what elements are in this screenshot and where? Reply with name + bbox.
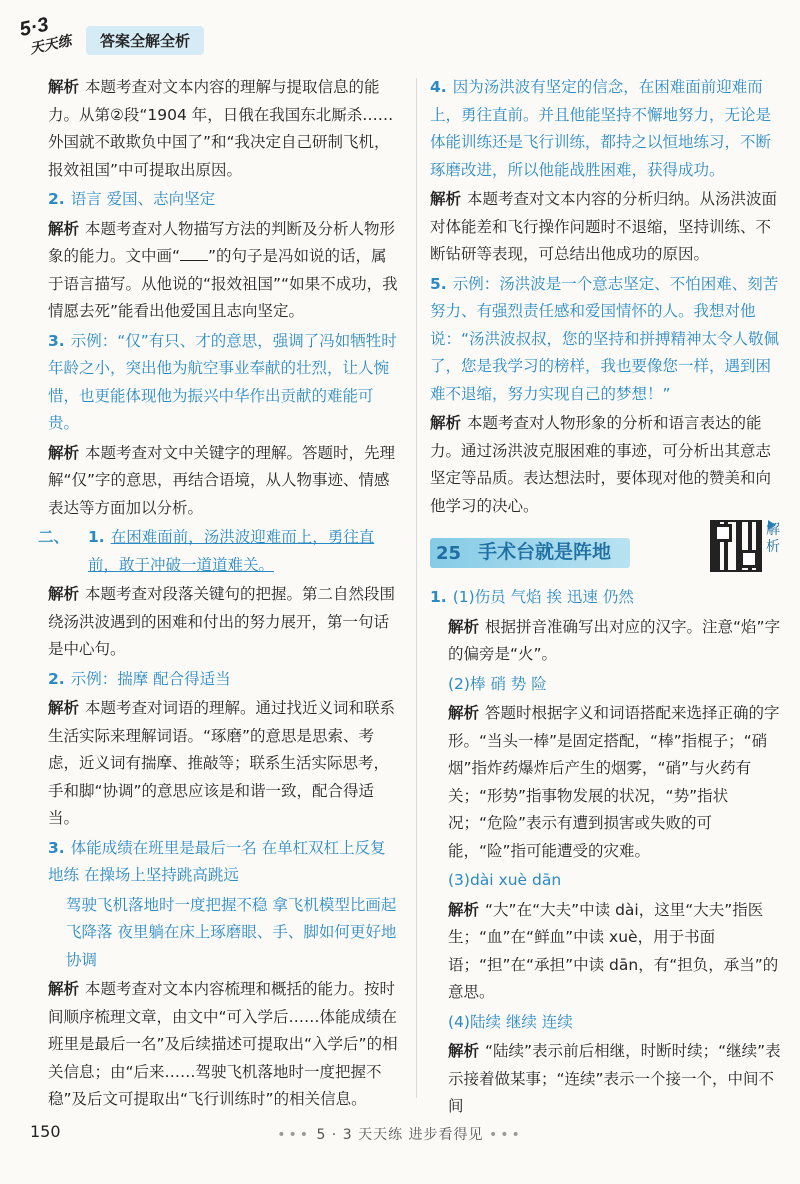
analysis-text: 本题考查对文本内容的理解与提取信息的能力。从第②段“1904 年，日俄在我国东北厮杀……外国就不敢欺负中国了”和“我决定自己研制飞机，报效祖国”中可提取出原因。 xyxy=(48,78,394,179)
analysis-text: 本题考查对文本内容梳理和概括的能力。按时间顺序梳理文章，由文中“可入学后……体能成绩在班里是最后一名”及后续描述可提取出“入学后”的相关信息；由“后来……驾驶飞机落地时一度把握不稳”及后文可提取出“飞行训练时”的相关信息。 xyxy=(48,980,398,1108)
analysis-text: 本题考查对文本内容的分析归纳。从汤洪波面对体能差和飞行操作问题时不退缩，坚持训练、不断钻研等表现，可总结出他成功的原因。 xyxy=(430,190,778,263)
answer-text: 在困难面前，汤洪波迎难而上，勇往直前，敢于冲破一道道难关。 xyxy=(88,528,375,574)
analysis-tag: 解析 xyxy=(448,900,480,919)
answer-text: 语言 爱国、志向坚定 xyxy=(70,190,216,208)
qr-label: 解析 xyxy=(766,522,780,555)
analysis-paragraph xyxy=(48,440,398,523)
analysis-paragraph xyxy=(430,186,782,269)
analysis-text: 根据拼音准确写出对应的汉字。注意“焰”字的偏旁是“火”。 xyxy=(448,617,781,663)
answer-number: 2. xyxy=(48,669,65,688)
answer-subitem: (4)陆续 继续 连续 xyxy=(448,1012,573,1031)
analysis-paragraph xyxy=(48,581,398,664)
analysis-text: 本题考查对人物描写方法的判断及分析人物形象的能力。文中画“ xyxy=(48,219,396,265)
section-label: 二、 xyxy=(38,528,70,546)
page-number: 150 xyxy=(30,1122,61,1141)
analysis-tag: 解析 xyxy=(48,699,80,717)
analysis-tag: 解析 xyxy=(448,1042,480,1060)
answer-subitem: (2)棒 硝 势 险 xyxy=(448,674,547,693)
page-header xyxy=(0,0,800,70)
analysis-tag: 解析 xyxy=(48,219,80,238)
answer-subitem: (3)dài xuè dān xyxy=(448,871,562,889)
logo-line2: 天天练 xyxy=(28,32,73,57)
answer-text: 体能成绩在班里是最后一名 在单杠双杠上反复地练 在操场上坚持跳高跳远 xyxy=(48,838,386,884)
analysis-tag: 解析 xyxy=(430,414,462,432)
answer-number: 5. xyxy=(430,274,447,293)
answer-text: 因为汤洪波有坚定的信念，在困难面前迎难而上，勇往直前。并且他能坚持不懈地努力，无论是体能训练还是飞行训练，都持之以恒地练习，不断琢磨改进，所以他能战胜困难，获得成功。 xyxy=(430,78,772,179)
answer-continuation: 驾驶飞机落地时一度把握不稳 拿飞机模型比画起飞降落 夜里躺在床上琢磨眼、手、脚如何更好地协调 xyxy=(66,895,397,969)
analysis-text: 本题考查对文中关键字的理解。答题时，先理解“仅”字的意思，再结合语境，从人物事迹、情感表达等方面加以分析。 xyxy=(48,443,396,517)
right-column xyxy=(430,74,782,1123)
answer-number: 1. xyxy=(430,588,447,606)
answer-text: 示例：揣摩 配合得适当 xyxy=(70,669,231,688)
analysis-text: “陆续”表示前后相继，时断时续；“继续”表示接着做某事；“连续”表示一个接一个，中间不间 xyxy=(448,1042,781,1115)
answer-item xyxy=(48,835,398,890)
analysis-paragraph xyxy=(48,976,398,1114)
analysis-paragraph xyxy=(48,74,398,184)
analysis-tag: 解析 xyxy=(48,443,80,462)
answer-item xyxy=(48,328,398,438)
footer-dots-left: ••• xyxy=(277,1127,311,1143)
analysis-tag: 解析 xyxy=(48,78,80,96)
analysis-tag: 解析 xyxy=(48,585,80,603)
answer-number: 1. xyxy=(88,528,105,546)
analysis-text: 本题考查对词语的理解。通过找近义词和联系生活实际来理解词语。“琢磨”的意思是思索、考虑，近义词有揣摩、推敲等；联系生活实际思考，手和脚“协调”的意思应该是和谐一致，配合得适当。 xyxy=(48,699,396,827)
analysis-paragraph xyxy=(430,897,782,1007)
analysis-paragraph xyxy=(430,700,782,865)
header-title-pill: 答案全解全析 xyxy=(86,26,204,55)
answer-item xyxy=(48,666,398,694)
brand-logo xyxy=(18,8,84,65)
qr-code-icon[interactable] xyxy=(710,520,762,572)
footer-text: 5 · 3 天天练 进步看得见 xyxy=(316,1127,484,1143)
column-divider xyxy=(416,78,417,1098)
analysis-text: 本题考查对人物形象的分析和语言表达的能力。通过汤洪波克服困难的事迹，可分析出其意志坚定等品质。表达想法时，要体现对他的赞美和向他学习的决心。 xyxy=(430,414,772,515)
answer-text: (1)伤员 气焰 挨 迅速 仍然 xyxy=(452,588,634,606)
lesson-number: 25 xyxy=(436,543,462,564)
analysis-paragraph xyxy=(430,614,782,669)
analysis-tag: 解析 xyxy=(430,190,462,208)
left-column xyxy=(38,74,398,1116)
blank-line xyxy=(180,246,208,261)
analysis-paragraph xyxy=(48,216,398,326)
analysis-tag: 解析 xyxy=(48,980,80,998)
analysis-paragraph xyxy=(48,695,398,833)
answer-number: 3. xyxy=(48,838,65,857)
lesson-title: 手术台就是阵地 xyxy=(478,541,612,563)
answer-number: 2. xyxy=(48,190,65,208)
section-two-item xyxy=(38,524,398,579)
answer-text: 示例：汤洪波是一个意志坚定、不怕困难、刻苦努力、有强烈责任感和爱国情怀的人。我想对他说：“汤洪波叔叔，您的坚持和拼搏精神太令人敬佩了，您是我学习的榜样，我也要像您一样，遇到困难不退缩，努力实现自己的梦想！” xyxy=(430,274,780,403)
analysis-tag: 解析 xyxy=(448,704,480,722)
analysis-text: “大”在“大夫”中读 dài，这里“大夫”指医生；“血”在“鲜血”中读 xuè，用于书面语；“担”在“承担”中读 dān，有“担负，承当”的意思。 xyxy=(448,900,779,1001)
analysis-text: ”的句子是冯如说的话，属于语言描写。从他说的“报效祖国”“如果不成功，我情愿去死”能看出他爱国且志向坚定。 xyxy=(48,247,398,320)
answer-number: 4. xyxy=(430,78,447,96)
answer-item xyxy=(430,584,782,612)
lesson-heading xyxy=(430,522,782,574)
logo-line1: 5·3 xyxy=(17,13,51,42)
answer-item xyxy=(430,271,782,409)
analysis-text: 答题时根据字义和词语搭配来选择正确的字形。“当头一棒”是固定搭配，“棒”指棍子；“硝烟”指炸药爆炸后产生的烟雾，“硝”与火药有关；“形势”指事物发展的状况，“势”指状况；“危险”表示有遭到损害或失败的可能，“险”指可能遭受的灾难。 xyxy=(448,704,780,860)
analysis-text: 本题考查对段落关键句的把握。第二自然段围绕汤洪波遇到的困难和付出的努力展开，第一句话是中心句。 xyxy=(48,585,396,658)
answer-item xyxy=(430,74,782,184)
footer-dots-right: ••• xyxy=(488,1127,523,1143)
answer-item xyxy=(48,186,398,214)
answer-text: 示例：“仅”有只、才的意思，强调了冯如牺牲时年龄之小，突出他为航空事业奉献的壮烈，让人惋惜，也更能体现他为振兴中华作出贡献的难能可贵。 xyxy=(48,331,397,432)
analysis-paragraph xyxy=(430,410,782,520)
answer-number: 3. xyxy=(48,331,65,350)
analysis-paragraph xyxy=(430,1038,782,1121)
footer-slogan xyxy=(0,1124,800,1144)
analysis-tag: 解析 xyxy=(448,617,480,636)
